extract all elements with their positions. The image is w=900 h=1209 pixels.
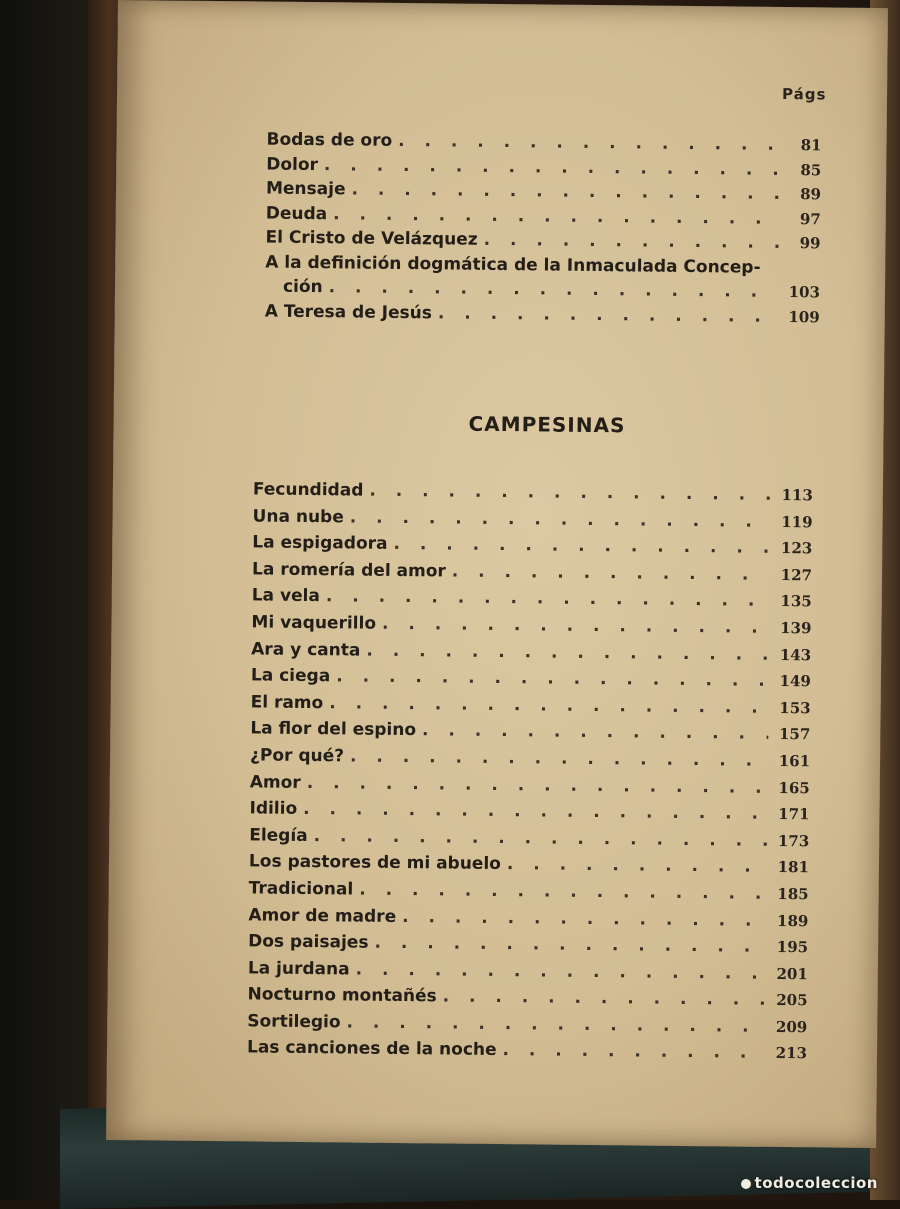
pags-label: Págs: [781, 84, 827, 104]
toc-entry: A Teresa de Jesús . . . 109: [265, 301, 820, 331]
book-page: [106, 0, 888, 1148]
toc-entry: El ramo . . . 153: [250, 692, 810, 724]
toc-entry: La jurdana . . . 201: [248, 958, 808, 990]
toc-entry: Bodas de oro . . . 81: [266, 130, 821, 160]
toc-entry: Dos paisajes . . . 195: [248, 932, 808, 964]
toc-entry: La ciega . . . 149: [251, 666, 811, 698]
toc-entry: Fecundidad . . . 113: [253, 479, 813, 511]
toc-entry: ción . . . 103: [265, 277, 820, 307]
toc-entry: Dolor . . . 85: [266, 154, 821, 184]
toc-entry: Tradicional . . . 185: [249, 878, 809, 910]
toc-entry: Los pastores de mi abuelo . . . 181: [249, 852, 809, 884]
toc-entry: Una nube . . . 119: [252, 506, 812, 538]
toc-entry: La vela . . . 135: [252, 586, 812, 618]
toc-entry: Mi vaquerillo . . . 139: [251, 612, 811, 644]
toc-entry: Deuda . . . 97: [266, 203, 821, 233]
toc-section-2: [247, 479, 813, 1070]
toc-entry: Amor de madre . . . 189: [248, 905, 808, 937]
toc-entry: Elegía . . . 173: [249, 825, 809, 857]
toc-entry: La flor del espino . . . 157: [250, 719, 810, 751]
watermark-text: todocoleccion: [754, 1174, 878, 1192]
toc-entry: Nocturno montañés . . . 205: [247, 985, 807, 1017]
toc-entry: Ara y canta . . . 143: [251, 639, 811, 671]
section-heading: CAMPESINAS: [468, 411, 626, 438]
watermark-logo-icon: [741, 1179, 751, 1189]
toc-entry: Amor . . . 165: [250, 772, 810, 804]
watermark: [741, 1174, 878, 1192]
toc-entry: ¿Por qué? . . . 161: [250, 745, 810, 777]
toc-entry: Mensaje . . . 89: [266, 179, 821, 209]
toc-section-1: [265, 130, 822, 332]
toc-entry: La romería del amor . . . 127: [252, 559, 812, 591]
toc-entry: El Cristo de Velázquez . . . 99: [265, 228, 820, 258]
toc-entry: Sortilegio . . . 209: [247, 1011, 807, 1043]
toc-entry: A la definición dogmática de la Inmaculada Concep-: [265, 252, 761, 278]
toc-entry: Las canciones de la noche . . . 213: [247, 1038, 807, 1070]
toc-entry: Idilio . . . 171: [249, 799, 809, 831]
toc-entry: La espigadora . . . 123: [252, 533, 812, 565]
